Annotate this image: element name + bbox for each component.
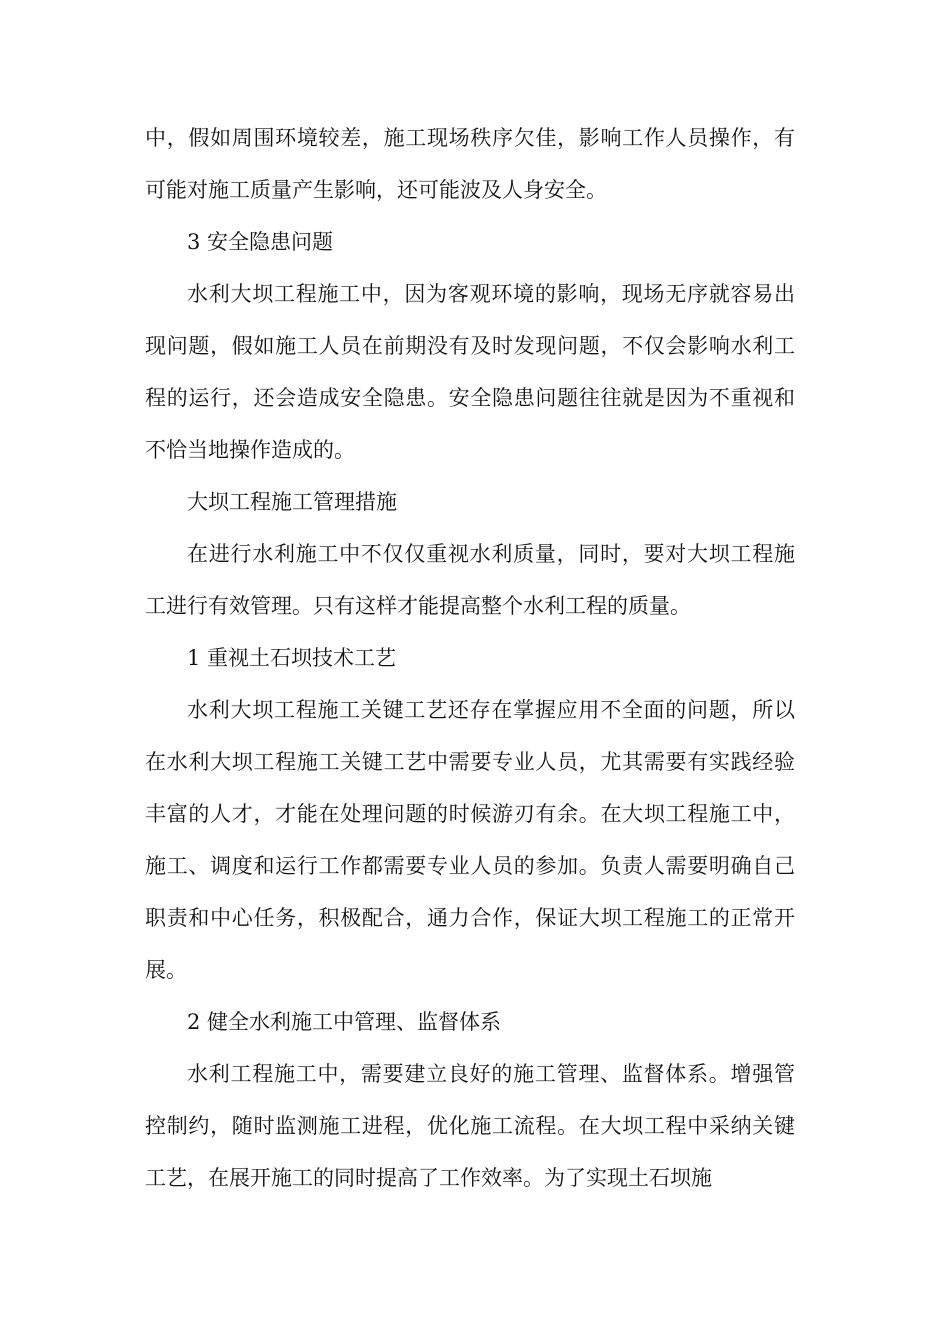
paragraph-earth-rock-dam-technique: 水利大坝工程施工关键工艺还存在掌握应用不全面的问题，所以在水利大坝工程施工关键工艺中需要专业人员，尤其需要有实践经验丰富的人才，才能在处理问题的时候游刃有余。在大坝工程施工中，施工、调度和运行工作都需要专业人员的参加。负责人需要明确自己职责和中心任务，积极配合，通力合作，保证大坝工程施工的正常开展。 [145, 698, 795, 982]
paragraph-continuation: 中，假如周围环境较差，施工现场秩序欠佳，影响工作人员操作，有可能对施工质量产生影响，还可能波及人身安全。 [145, 126, 795, 202]
heading-earth-rock-dam-technique: 1 重视土石坝技术工艺 [187, 646, 397, 670]
heading-safety-hazards: 3 安全隐患问题 [187, 230, 334, 254]
document-body [145, 112, 795, 1204]
paragraph-safety-hazards: 水利大坝工程施工中，因为客观环境的影响，现场无序就容易出现问题，假如施工人员在前期没有及时发现问题，不仅会影响水利工程的运行，还会造成安全隐患。安全隐患问题往往就是因为不重视和不恰当地操作造成的。 [145, 282, 795, 462]
paragraph-management-measures: 在进行水利施工中不仅仅重视水利质量，同时，要对大坝工程施工进行有效管理。只有这样才能提高整个水利工程的质量。 [145, 542, 795, 618]
heading-management-measures: 大坝工程施工管理措施 [187, 490, 397, 514]
heading-management-supervision-system: 2 健全水利施工中管理、监督体系 [187, 1010, 502, 1034]
paragraph-management-supervision-system: 水利工程施工中，需要建立良好的施工管理、监督体系。增强管控制约，随时监测施工进程，优化施工流程。在大坝工程中采纳关键工艺，在展开施工的同时提高了工作效率。为了实现土石坝施 [145, 1062, 795, 1190]
